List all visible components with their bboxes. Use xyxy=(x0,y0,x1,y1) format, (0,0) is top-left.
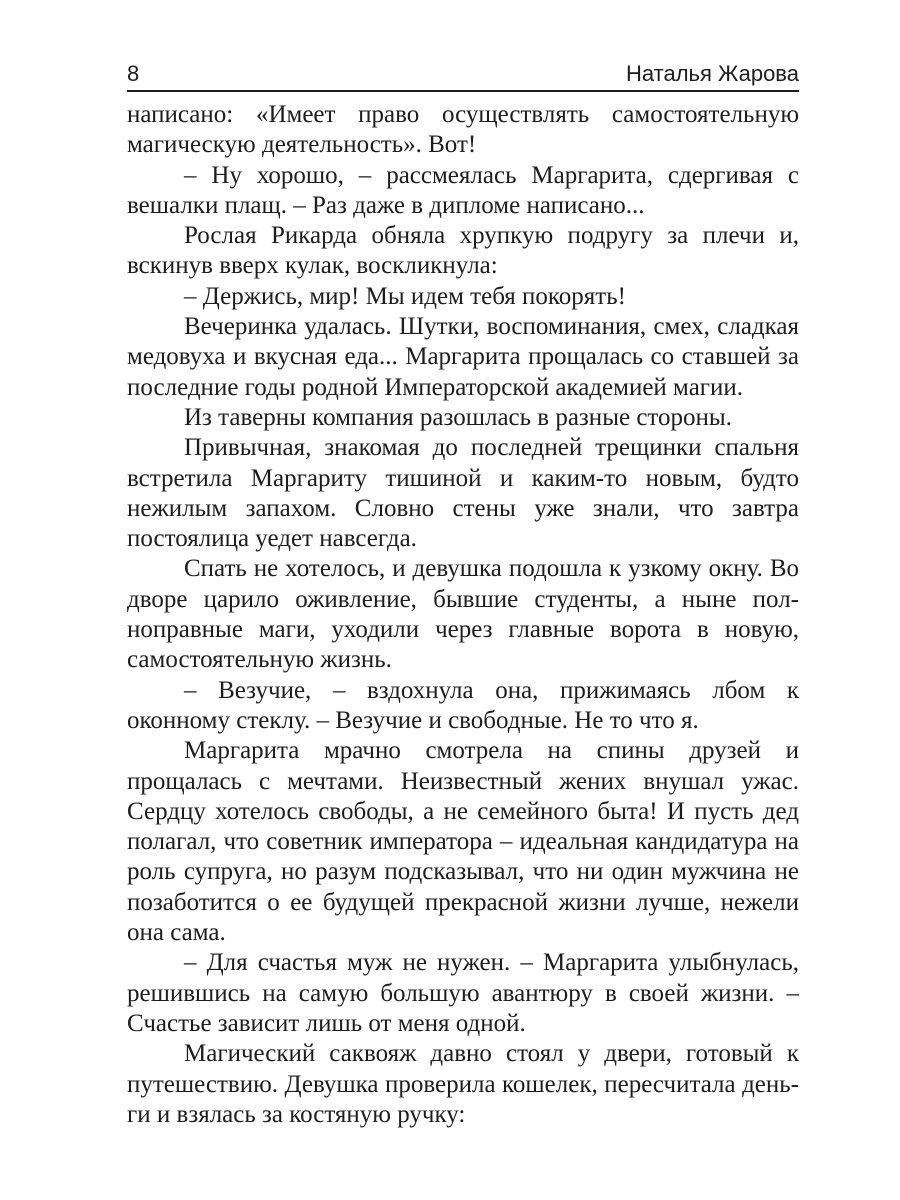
author-name: Наталья Жарова xyxy=(626,61,799,86)
paragraph-12: Магический саквояж давно стоял у двери, готовый к путешествию. Девушка проверила кошелек, пересчитала деньги и взялась за костяную ручку: xyxy=(127,1040,799,1128)
paragraph-5: Вечеринка удалась. Шутки, воспоминания, смех, сладкая медовуха и вкусная еда... Маргарита прощалась со ставшей за последние годы родной Императорской академией магии. xyxy=(127,313,799,401)
paragraph-4: – Держись, мир! Мы идем тебя покорять! xyxy=(184,282,626,310)
paragraph-8: Спать не хотелось, и девушка подошла к узкому окну. Во дворе царило оживление, бывшие студенты, а ныне полноправные маги, уходили через главные ворота в новую, самостоятельную жизнь. xyxy=(127,555,799,674)
paragraph-9: – Везучие, – вздохнула она, прижимаясь лбом к оконному стеклу. – Везучие и свободные. Не то что я. xyxy=(127,676,799,734)
paragraph-11: – Для счастья муж не нужен. – Маргарита улыбнулась, решившись на самую большую авантюру в своей жизни. – Счастье зависит лишь от меня одной. xyxy=(127,949,799,1037)
paragraph-10: Маргарита мрачно смотрела на спины друзей и прощалась с мечтами. Неизвестный жених внушал ужас. Сердцу хотелось свободы, а не семейного быта! И пусть дед полагал, что советник императора – идеальная кандидатура на роль супруга, но разум подсказывал, что ни один мужчина не позаботится о ее будущей прекрасной жизни лучше, нежели она сама. xyxy=(127,737,799,947)
paragraph-3: Рослая Рикарда обняла хрупкую подругу за плечи и, вскинув вверх кулак, воскликнула: xyxy=(127,222,799,280)
page-number: 8 xyxy=(127,61,140,86)
running-header xyxy=(127,58,799,92)
paragraph-1: написано: «Имеет право осуществлять самостоятельную магическую деятельность». Вот! xyxy=(127,101,799,159)
paragraph-7: Привычная, знакомая до последней трещинки спальня встретила Маргариту тишиной и каким-то новым, будто нежилым запахом. Словно стены уже знали, что завтра постоялица уедет навсегда. xyxy=(127,434,799,553)
paragraph-2: – Ну хорошо, – рассмеялась Маргарита, сдергивая с вешалки плащ. – Раз даже в дипломе написано... xyxy=(127,161,799,219)
paragraph-6: Из таверны компания разошлась в разные стороны. xyxy=(184,403,732,431)
body-text xyxy=(127,100,799,1130)
